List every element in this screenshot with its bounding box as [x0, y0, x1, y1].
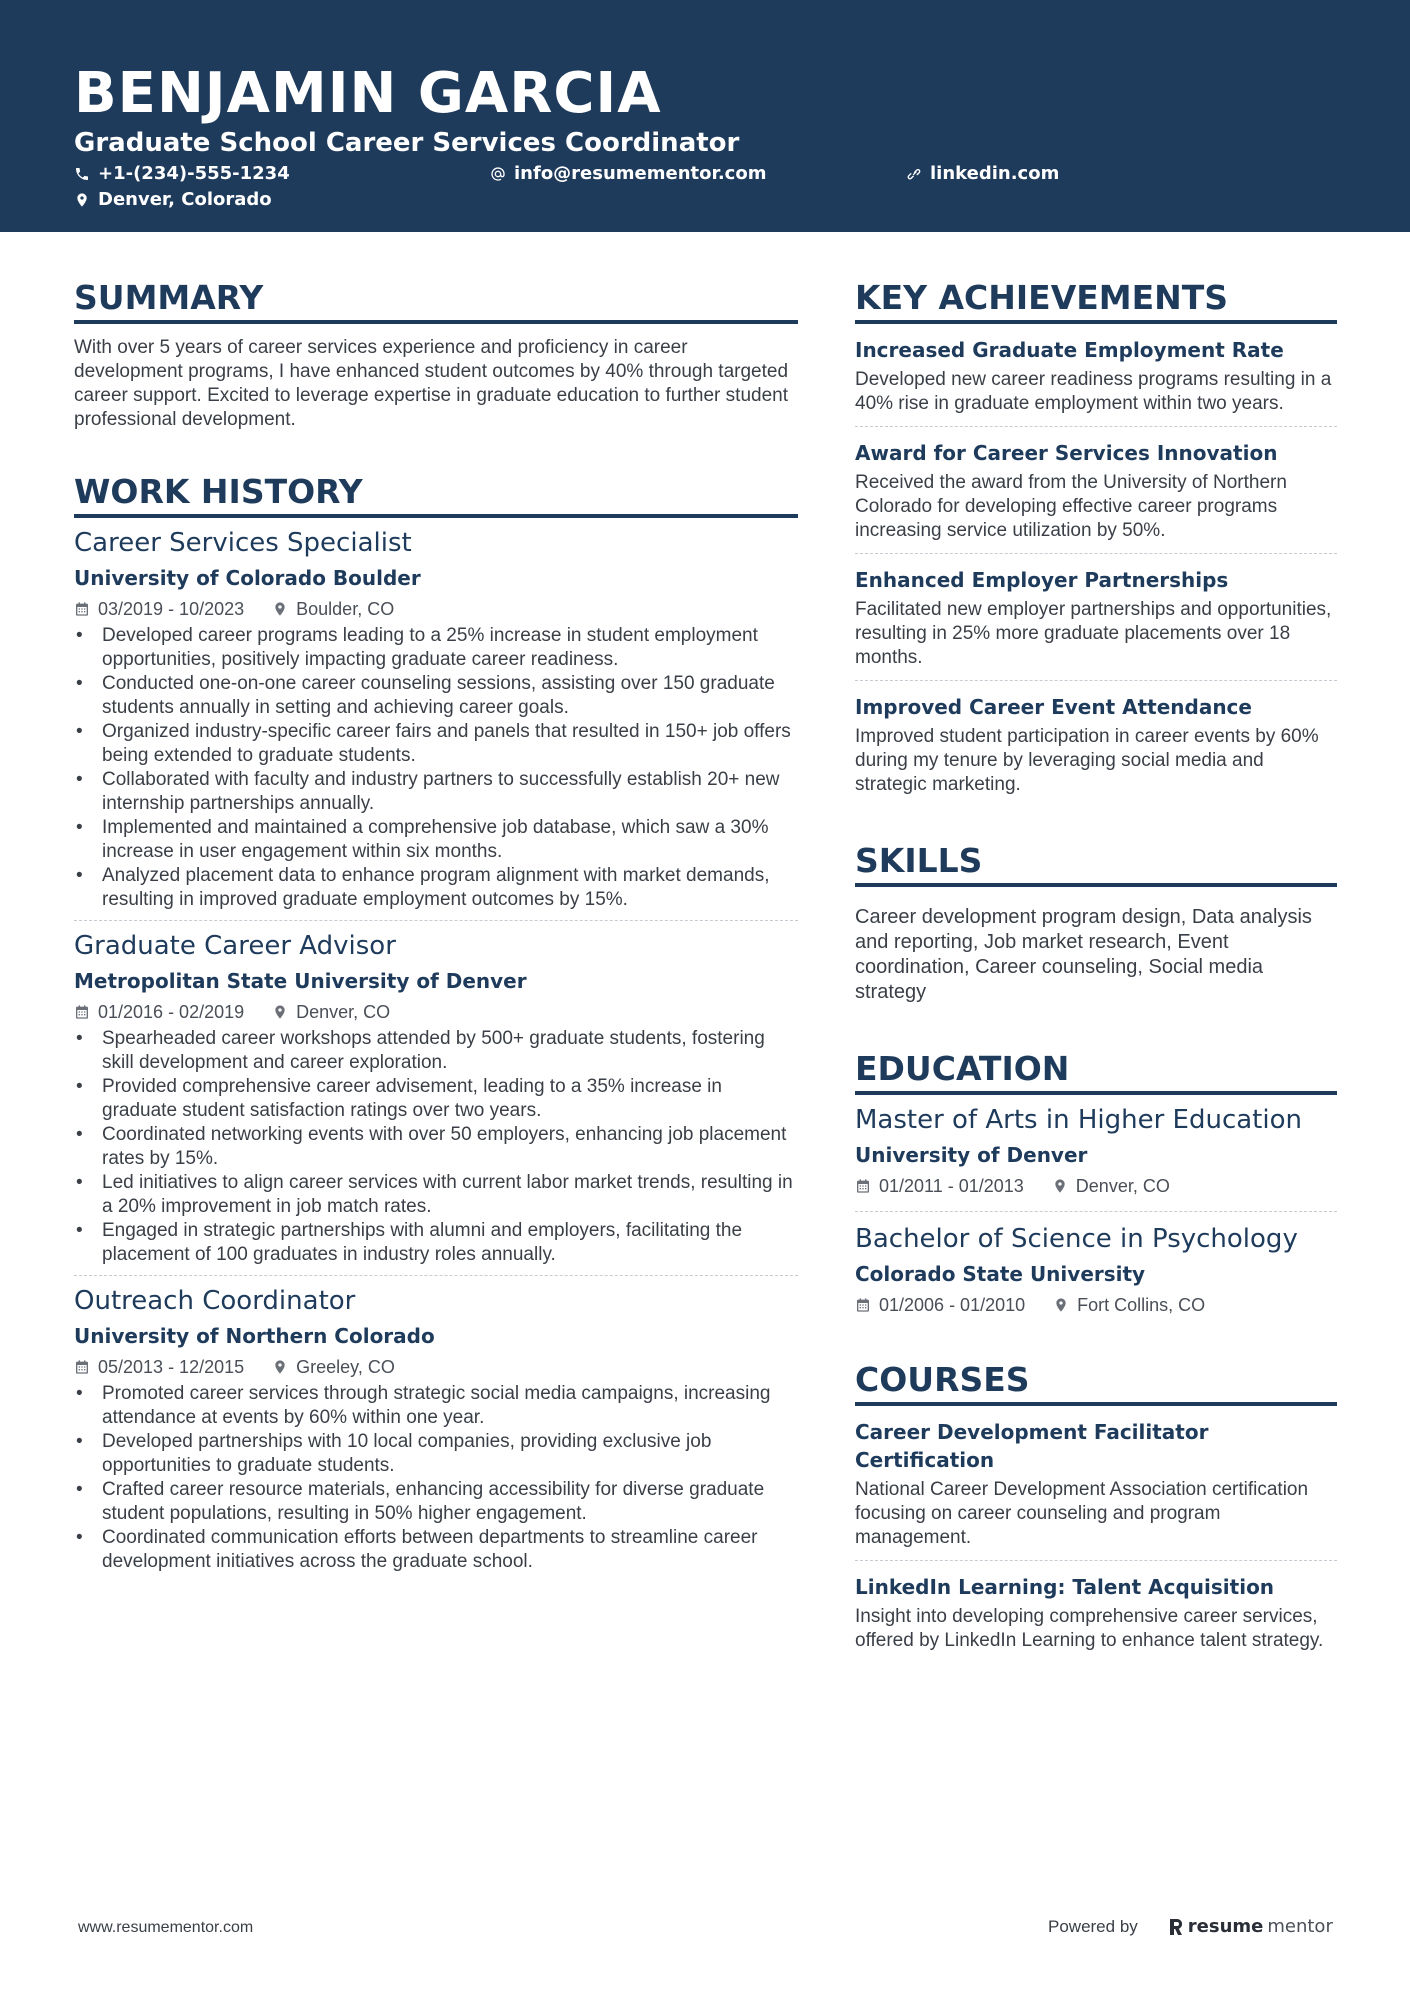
job-entry [74, 1284, 798, 1582]
achievements-section [855, 278, 1337, 807]
degree-title: Master of Arts in Higher Education [855, 1105, 1302, 1135]
job-bullet: • Spearheaded career workshops attended by 500+ graduate students, fostering skill development and career exploration. [74, 1027, 798, 1075]
education-item [855, 1103, 1337, 1212]
candidate-name: BENJAMIN GARCIA [74, 61, 662, 126]
job-bullet: • Crafted career resource materials, enhancing accessibility for diverse graduate student populations, resulting in 50% higher engagement. [74, 1478, 798, 1526]
achievement-title: Award for Career Services Innovation [855, 441, 1278, 465]
job-bullets [74, 624, 798, 912]
education-meta [855, 1171, 1337, 1201]
resume-header [0, 0, 1410, 232]
job-title: Outreach Coordinator [74, 1286, 356, 1316]
achievements-heading: KEY ACHIEVEMENTS [855, 278, 1337, 324]
courses-heading: COURSES [855, 1360, 1337, 1406]
company-name: University of Northern Colorado [74, 1324, 435, 1348]
school-name: University of Denver [855, 1143, 1088, 1167]
calendar-icon [74, 1004, 90, 1020]
course-item [855, 1573, 1337, 1663]
course-item [855, 1418, 1337, 1561]
company-name: University of Colorado Boulder [74, 566, 421, 590]
calendar-icon [855, 1178, 871, 1194]
education-heading: EDUCATION [855, 1049, 1337, 1095]
education-section [855, 1049, 1337, 1330]
job-bullet: • Led initiatives to align career services with current labor market trends, resulting in a 20% improvement in job match rates. [74, 1171, 798, 1219]
summary-heading: SUMMARY [74, 278, 798, 324]
job-meta [74, 1352, 798, 1382]
achievement-text: Developed new career readiness programs resulting in a 40% rise in graduate employment within two years. [855, 369, 1332, 414]
summary-section [74, 278, 798, 432]
job-bullet: • Developed career programs leading to a 25% increase in student employment opportunities, positively impacting graduate career readiness. [74, 624, 798, 672]
job-bullets [74, 1382, 798, 1574]
contact-linkedin[interactable] [906, 162, 1059, 186]
map-pin-icon [74, 192, 90, 208]
footer-branding [1048, 1916, 1333, 1937]
degree-title: Bachelor of Science in Psychology [855, 1224, 1298, 1254]
job-location [272, 997, 390, 1027]
calendar-icon [74, 1359, 90, 1375]
location-text: Denver, Colorado [98, 189, 272, 210]
linkedin-link[interactable]: linkedin.com [930, 163, 1060, 184]
education-item [855, 1222, 1337, 1330]
job-bullet: • Developed partnerships with 10 local companies, providing exclusive job opportunities to graduate students. [74, 1430, 798, 1478]
course-title: Career Development Facilitator Certification [855, 1420, 1209, 1472]
email-link[interactable]: info@resumementor.com [514, 163, 767, 184]
achievement-title: Improved Career Event Attendance [855, 695, 1252, 719]
map-pin-icon [1052, 1178, 1068, 1194]
course-text: Insight into developing comprehensive career services, offered by LinkedIn Learning to enhance talent strategy. [855, 1606, 1324, 1651]
map-pin-icon [272, 1004, 288, 1020]
job-bullet: • Promoted career services through strategic social media campaigns, increasing attendance at events by 60% within one year. [74, 1382, 798, 1430]
job-meta [74, 997, 798, 1027]
candidate-title: Graduate School Career Services Coordinator [74, 128, 740, 158]
course-title: LinkedIn Learning: Talent Acquisition [855, 1575, 1275, 1599]
education-location-text: Denver, CO [1075, 1176, 1170, 1196]
achievement-title: Enhanced Employer Partnerships [855, 568, 1229, 592]
education-meta [855, 1290, 1337, 1320]
job-location-text: Denver, CO [296, 1002, 391, 1022]
powered-by-label: Powered by [1048, 1916, 1138, 1936]
company-name: Metropolitan State University of Denver [74, 969, 527, 993]
job-dates: 05/2013 - 12/2015 [98, 1357, 245, 1377]
link-icon [906, 166, 922, 182]
skills-section [855, 841, 1337, 1005]
education-dates: 01/2006 - 01/2010 [879, 1295, 1026, 1315]
brand-bold: resume [1187, 1916, 1264, 1937]
achievement-item [855, 566, 1337, 681]
education-location-text: Fort Collins, CO [1077, 1295, 1206, 1315]
work-history-section [74, 472, 798, 1582]
job-bullet: • Analyzed placement data to enhance program alignment with market demands, resulting in improved graduate employment outcomes by 15%. [74, 864, 798, 912]
job-bullet: • Collaborated with faculty and industry partners to successfully establish 20+ new internship partnerships annually. [74, 768, 798, 816]
left-column [74, 278, 798, 1590]
brand-light: mentor [1267, 1916, 1333, 1937]
courses-section [855, 1360, 1337, 1663]
contact-phone [74, 162, 290, 186]
education-location [1052, 1171, 1170, 1201]
job-bullets [74, 1027, 798, 1267]
job-dates: 01/2016 - 02/2019 [98, 1002, 245, 1022]
job-entry [74, 526, 798, 921]
education-location [1053, 1290, 1205, 1320]
job-entry [74, 929, 798, 1276]
job-location [272, 1352, 395, 1382]
phone-icon [74, 166, 90, 182]
achievement-item [855, 693, 1337, 807]
job-bullet: • Conducted one-on-one career counseling sessions, assisting over 150 graduate students annually in setting and achieving career goals. [74, 672, 798, 720]
job-meta [74, 594, 798, 624]
job-bullet: • Engaged in strategic partnerships with alumni and employers, facilitating the placement of 100 graduates in industry roles annually. [74, 1219, 798, 1267]
job-location-text: Boulder, CO [296, 599, 395, 619]
school-name: Colorado State University [855, 1262, 1146, 1286]
brand-mark-icon [1168, 1918, 1184, 1936]
job-location [272, 594, 394, 624]
brand-logo[interactable] [1168, 1916, 1333, 1937]
contact-email[interactable] [490, 162, 766, 186]
achievement-item [855, 336, 1337, 427]
skills-heading: SKILLS [855, 841, 1337, 887]
achievement-text: Received the award from the University of Northern Colorado for developing effective career programs increasing service utilization by 50%. [855, 472, 1287, 541]
calendar-icon [74, 601, 90, 617]
work-history-heading: WORK HISTORY [74, 472, 798, 518]
job-dates: 03/2019 - 10/2023 [98, 599, 245, 619]
skills-text: Career development program design, Data analysis and reporting, Job market research, Event coordination, Career counseling, Social media strategy [855, 906, 1312, 1003]
map-pin-icon [272, 1359, 288, 1375]
achievement-item [855, 439, 1337, 554]
footer-website[interactable]: www.resumementor.com [78, 1919, 254, 1936]
education-dates: 01/2011 - 01/2013 [879, 1176, 1024, 1196]
course-text: National Career Development Association certification focusing on career counseling and program management. [855, 1479, 1309, 1548]
achievement-title: Increased Graduate Employment Rate [855, 338, 1284, 362]
job-title: Career Services Specialist [74, 528, 412, 558]
summary-text: With over 5 years of career services experience and proficiency in career development programs, I have enhanced student outcomes by 40% through targeted career support. Excited to leverage expertise in graduate education to further student professional development. [74, 337, 789, 430]
job-bullet: • Coordinated networking events with over 50 employers, enhancing job placement rates by 15%. [74, 1123, 798, 1171]
map-pin-icon [1053, 1297, 1069, 1313]
achievement-text: Improved student participation in career events by 60% during my tenure by leveraging social media and strategic marketing. [855, 726, 1319, 795]
phone-text: +1-(234)-555-1234 [98, 163, 290, 184]
job-location-text: Greeley, CO [296, 1357, 395, 1377]
calendar-icon [855, 1297, 871, 1313]
at-icon [490, 166, 506, 182]
job-bullet: • Coordinated communication efforts between departments to streamline career development initiatives across the graduate school. [74, 1526, 798, 1574]
achievement-text: Facilitated new employer partnerships and opportunities, resulting in 25% more graduate placements over 18 months. [855, 599, 1332, 668]
job-title: Graduate Career Advisor [74, 931, 396, 961]
contact-location [74, 188, 272, 212]
map-pin-icon [272, 601, 288, 617]
job-bullet: • Implemented and maintained a comprehensive job database, which saw a 30% increase in user engagement within six months. [74, 816, 798, 864]
job-bullet: • Provided comprehensive career advisement, leading to a 35% increase in graduate student satisfaction ratings over two years. [74, 1075, 798, 1123]
job-bullet: • Organized industry-specific career fairs and panels that resulted in 150+ job offers being extended to graduate students. [74, 720, 798, 768]
right-column [855, 278, 1337, 1675]
